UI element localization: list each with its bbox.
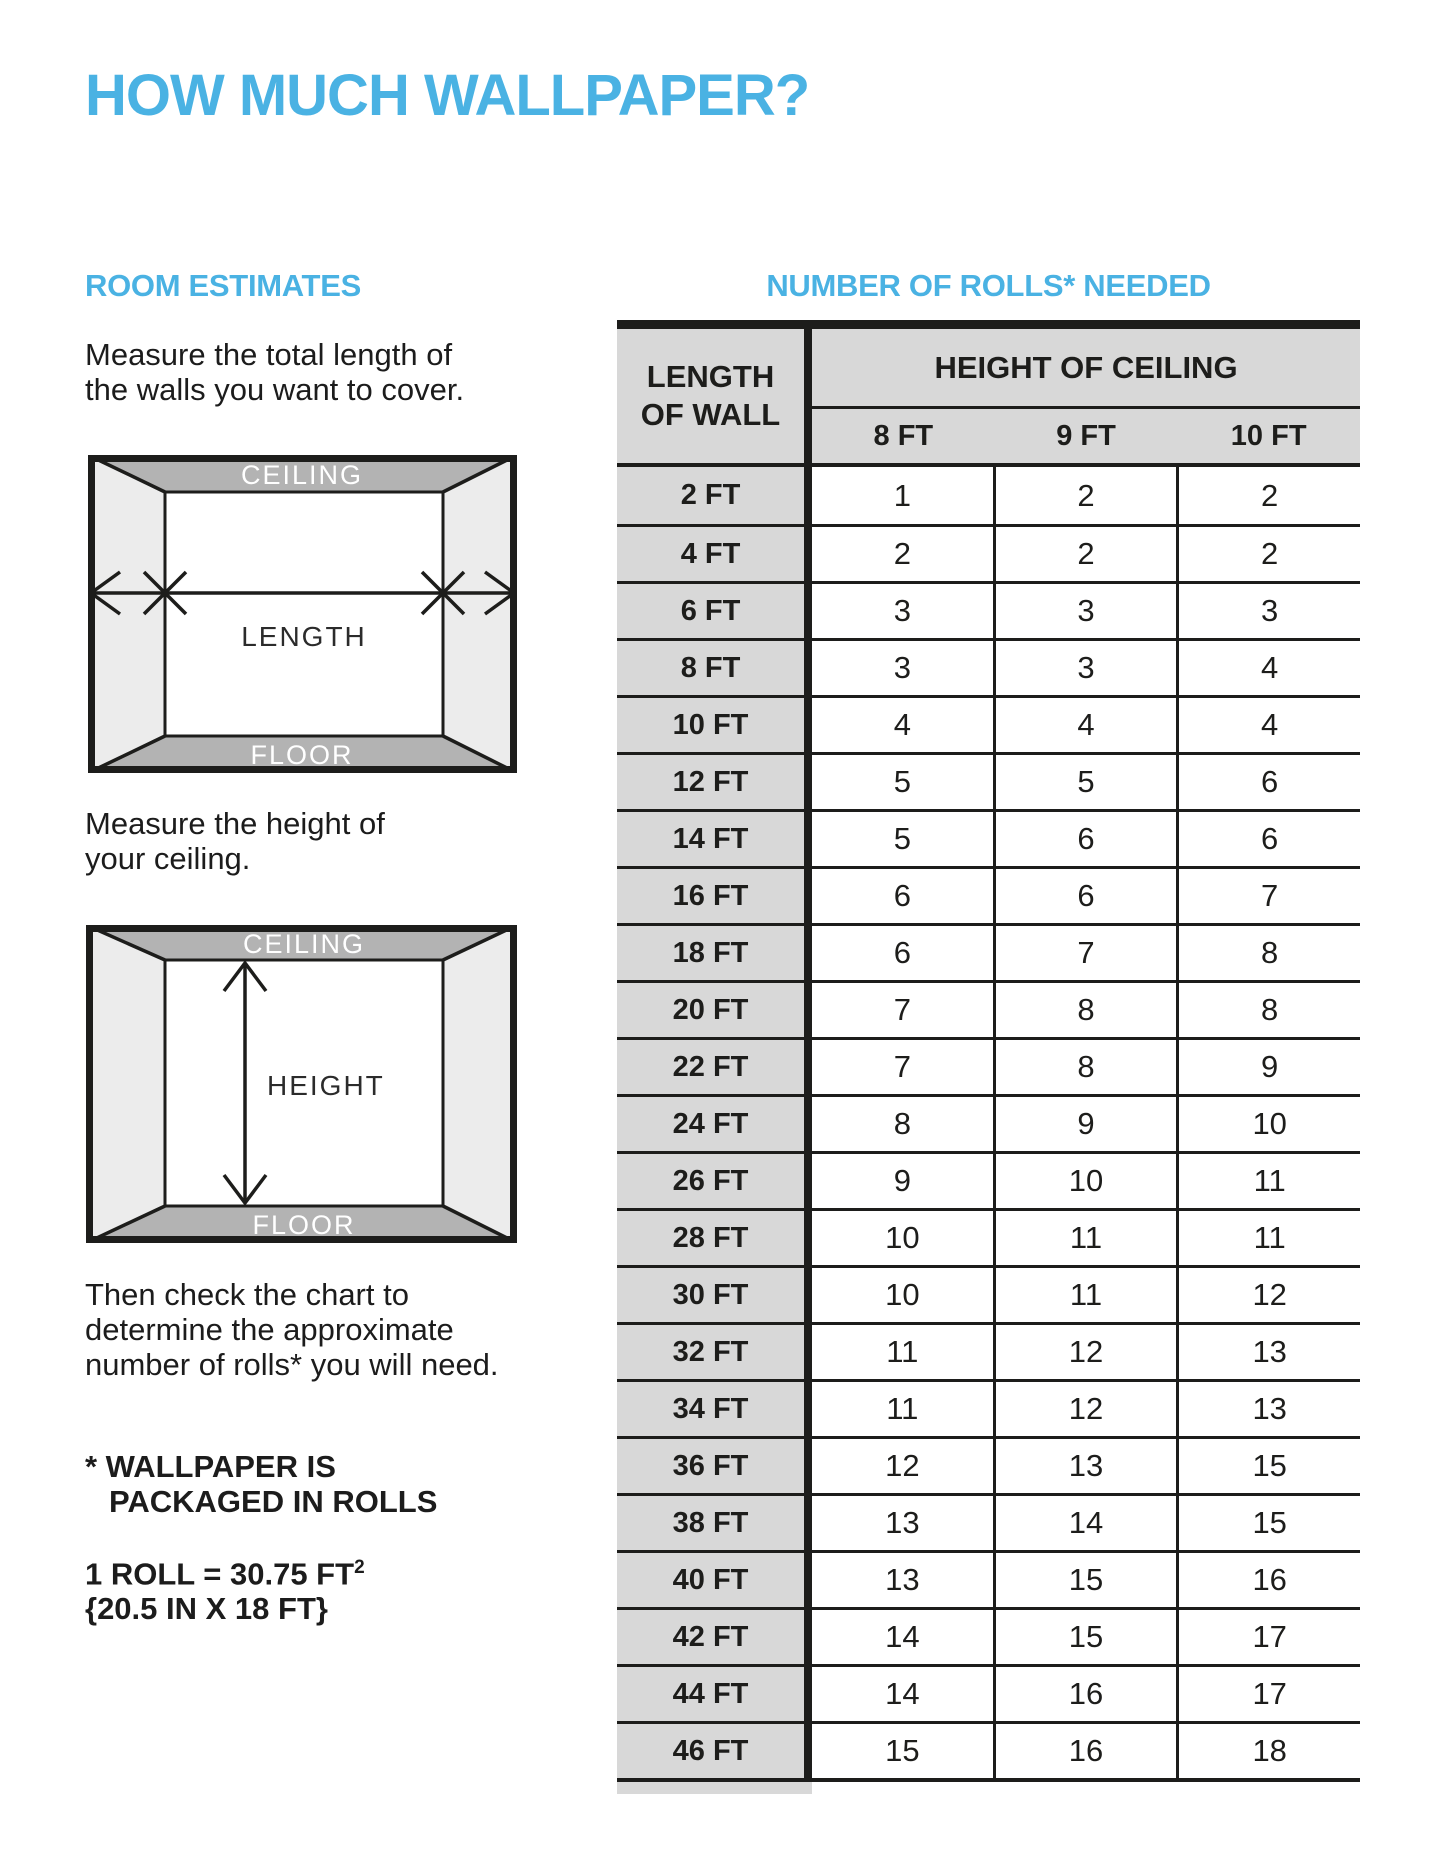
rolls-needed-value: 12 — [1179, 1268, 1360, 1322]
corner-line1: LENGTH — [646, 359, 775, 394]
rolls-needed-value: 6 — [812, 926, 993, 980]
rolls-needed-value: 5 — [812, 812, 993, 866]
wall-length-label: 34 FT — [617, 1382, 804, 1436]
rolls-needed-value: 2 — [996, 467, 1177, 524]
column-divider — [804, 1610, 812, 1664]
column-divider — [804, 329, 812, 463]
right-wall-face — [443, 925, 517, 1243]
wall-length-label: 22 FT — [617, 1040, 804, 1094]
column-divider — [804, 1382, 812, 1436]
rolls-needed-value: 1 — [812, 467, 993, 524]
rolls-needed-value: 11 — [812, 1325, 993, 1379]
rolls-needed-value: 15 — [812, 1724, 993, 1778]
rolls-needed-value: 7 — [996, 926, 1177, 980]
rolls-needed-value: 9 — [1179, 1040, 1360, 1094]
room-length-diagram — [88, 455, 517, 773]
room-estimates-heading: ROOM ESTIMATES — [85, 268, 361, 303]
table-row — [617, 809, 1360, 866]
back-wall-face — [165, 492, 443, 736]
wall-length-label: 6 FT — [617, 584, 804, 638]
rolls-needed-value: 5 — [812, 755, 993, 809]
height-of-ceiling-header: HEIGHT OF CEILING — [934, 349, 1238, 385]
column-divider — [804, 1439, 812, 1493]
height-label: HEIGHT — [267, 1070, 385, 1101]
table-row — [617, 1037, 1360, 1094]
rolls-needed-value: 10 — [812, 1268, 993, 1322]
wall-length-label: 40 FT — [617, 1553, 804, 1607]
rolls-needed-value: 3 — [996, 584, 1177, 638]
note-line1: * WALLPAPER IS — [85, 1449, 336, 1484]
rolls-needed-value: 6 — [1179, 755, 1360, 809]
length-label: LENGTH — [241, 621, 367, 652]
table-row — [617, 923, 1360, 980]
room-height-diagram — [86, 925, 517, 1243]
length-of-wall-header — [617, 329, 804, 463]
rolls-needed-value: 11 — [996, 1211, 1177, 1265]
wall-length-label: 16 FT — [617, 869, 804, 923]
column-divider — [804, 1496, 812, 1550]
rolls-needed-value: 9 — [996, 1097, 1177, 1151]
rolls-needed-heading: NUMBER OF ROLLS* NEEDED — [766, 268, 1211, 303]
rolls-needed-value: 18 — [1179, 1724, 1360, 1778]
left-wall-face — [88, 455, 165, 773]
wall-length-label: 28 FT — [617, 1211, 804, 1265]
column-divider — [804, 1154, 812, 1208]
floor-label: FLOOR — [250, 740, 354, 770]
table-row — [617, 866, 1360, 923]
rolls-needed-value: 8 — [812, 1097, 993, 1151]
table-row — [617, 695, 1360, 752]
rolls-needed-value: 17 — [1179, 1610, 1360, 1664]
wall-length-label: 36 FT — [617, 1439, 804, 1493]
ceiling-label: CEILING — [242, 929, 366, 959]
table-row — [617, 1664, 1360, 1721]
table-row — [617, 1436, 1360, 1493]
column-divider — [804, 467, 812, 524]
rolls-needed-value: 7 — [812, 1040, 993, 1094]
ceiling-header-group — [812, 329, 1360, 463]
rolls-needed-value: 6 — [996, 869, 1177, 923]
table-row — [617, 1265, 1360, 1322]
squared-superscript: 2 — [354, 1557, 365, 1578]
rolls-needed-value: 11 — [1179, 1154, 1360, 1208]
rolls-needed-value: 3 — [812, 641, 993, 695]
rolls-needed-value: 3 — [996, 641, 1177, 695]
rolls-needed-value: 10 — [812, 1211, 993, 1265]
step1-text — [85, 337, 464, 407]
rolls-needed-value: 15 — [1179, 1496, 1360, 1550]
table-top-bar — [617, 320, 1360, 329]
column-divider — [804, 641, 812, 695]
label-column-stub — [617, 1782, 812, 1794]
wall-length-label: 44 FT — [617, 1667, 804, 1721]
rolls-needed-value: 7 — [812, 983, 993, 1037]
rolls-needed-value: 16 — [1179, 1553, 1360, 1607]
page-title: HOW MUCH WALLPAPER? — [85, 63, 810, 128]
rolls-packaging-note — [85, 1449, 437, 1519]
wall-length-label: 30 FT — [617, 1268, 804, 1322]
rolls-needed-value: 6 — [812, 869, 993, 923]
step2-line1: Measure the height of — [85, 806, 385, 841]
column-divider — [804, 1040, 812, 1094]
col-header-9ft: 9 FT — [1056, 419, 1116, 452]
table-row — [617, 1493, 1360, 1550]
rolls-needed-value: 6 — [1179, 812, 1360, 866]
rolls-needed-value: 8 — [996, 1040, 1177, 1094]
step2-text — [85, 806, 385, 876]
left-wall-face — [86, 925, 165, 1243]
rolls-needed-value: 2 — [1179, 527, 1360, 581]
rolls-table — [617, 320, 1360, 1794]
step2-line2: your ceiling. — [85, 841, 251, 876]
table-row — [617, 1721, 1360, 1778]
rolls-needed-value: 16 — [996, 1724, 1177, 1778]
rolls-needed-value: 8 — [1179, 983, 1360, 1037]
rolls-needed-value: 13 — [812, 1553, 993, 1607]
wall-length-label: 46 FT — [617, 1724, 804, 1778]
rolls-needed-value: 9 — [812, 1154, 993, 1208]
rolls-needed-value: 7 — [1179, 869, 1360, 923]
rolls-needed-value: 4 — [1179, 698, 1360, 752]
rolls-needed-value: 13 — [1179, 1325, 1360, 1379]
wall-length-label: 12 FT — [617, 755, 804, 809]
rolls-needed-value: 6 — [996, 812, 1177, 866]
table-row — [617, 1379, 1360, 1436]
wall-length-label: 42 FT — [617, 1610, 804, 1664]
table-row — [617, 1607, 1360, 1664]
step3-line2: determine the approximate — [85, 1312, 454, 1347]
step3-line3: number of rolls* you will need. — [85, 1347, 499, 1382]
step3-line1: Then check the chart to — [85, 1277, 409, 1312]
roll-size-info — [85, 1550, 365, 1626]
rolls-needed-value: 8 — [1179, 926, 1360, 980]
rolls-needed-value: 15 — [996, 1610, 1177, 1664]
rolls-needed-value: 3 — [812, 584, 993, 638]
wall-length-label: 4 FT — [617, 527, 804, 581]
rolls-needed-value: 10 — [1179, 1097, 1360, 1151]
rolls-needed-value: 8 — [996, 983, 1177, 1037]
rolls-needed-value: 10 — [996, 1154, 1177, 1208]
column-divider — [804, 869, 812, 923]
column-divider — [804, 755, 812, 809]
table-row — [617, 752, 1360, 809]
rolls-needed-value: 2 — [1179, 467, 1360, 524]
roll-size-line1: 1 ROLL = 30.75 $FT^2$ — [85, 1556, 365, 1592]
wall-length-label: 2 FT — [617, 467, 804, 524]
rolls-needed-value: 5 — [996, 755, 1177, 809]
table-row — [617, 980, 1360, 1037]
column-divider — [804, 1097, 812, 1151]
table-row — [617, 524, 1360, 581]
wall-length-label: 32 FT — [617, 1325, 804, 1379]
table-row — [617, 467, 1360, 524]
column-divider — [804, 926, 812, 980]
rolls-table-rows — [617, 467, 1360, 1778]
table-header — [617, 329, 1360, 467]
rolls-needed-value: 17 — [1179, 1667, 1360, 1721]
wall-length-label: 24 FT — [617, 1097, 804, 1151]
table-row — [617, 638, 1360, 695]
rolls-needed-value: 4 — [812, 698, 993, 752]
column-divider — [804, 812, 812, 866]
column-divider — [804, 584, 812, 638]
corner-line2: OF WALL — [640, 397, 781, 432]
wall-length-label: 14 FT — [617, 812, 804, 866]
table-row — [617, 1208, 1360, 1265]
column-divider — [804, 698, 812, 752]
rolls-needed-value: 15 — [996, 1553, 1177, 1607]
rolls-needed-value: 11 — [996, 1268, 1177, 1322]
column-divider — [804, 1211, 812, 1265]
column-divider — [804, 1268, 812, 1322]
column-divider — [804, 1553, 812, 1607]
column-divider — [804, 1667, 812, 1721]
column-divider — [804, 1724, 812, 1778]
note-line2: PACKAGED IN ROLLS — [109, 1484, 438, 1519]
floor-label: FLOOR — [252, 1210, 356, 1240]
table-row — [617, 1151, 1360, 1208]
rolls-needed-value: 12 — [812, 1439, 993, 1493]
table-row — [617, 1094, 1360, 1151]
rolls-needed-value: 2 — [996, 527, 1177, 581]
rolls-needed-value: 12 — [996, 1325, 1177, 1379]
rolls-needed-value: 11 — [1179, 1211, 1360, 1265]
step3-text — [85, 1277, 499, 1382]
wall-length-label: 10 FT — [617, 698, 804, 752]
col-header-8ft: 8 FT — [873, 419, 934, 452]
rolls-needed-value: 4 — [996, 698, 1177, 752]
rolls-needed-value: 3 — [1179, 584, 1360, 638]
column-divider — [804, 983, 812, 1037]
column-divider — [804, 527, 812, 581]
table-row — [617, 1550, 1360, 1607]
roll-size-line2: {20.5 IN X 18 FT} — [85, 1591, 328, 1627]
rolls-needed-value: 15 — [1179, 1439, 1360, 1493]
rolls-needed-value: 13 — [812, 1496, 993, 1550]
ceiling-subheader-row — [812, 409, 1360, 463]
column-divider — [804, 1325, 812, 1379]
table-row — [617, 1322, 1360, 1379]
rolls-needed-value: 16 — [996, 1667, 1177, 1721]
wall-length-label: 38 FT — [617, 1496, 804, 1550]
rolls-needed-value: 11 — [812, 1382, 993, 1436]
wall-length-label: 18 FT — [617, 926, 804, 980]
wall-length-label: 8 FT — [617, 641, 804, 695]
rolls-needed-value: 4 — [1179, 641, 1360, 695]
rolls-needed-value: 13 — [996, 1439, 1177, 1493]
step1-line2: the walls you want to cover. — [85, 372, 465, 407]
rolls-needed-value: 14 — [812, 1610, 993, 1664]
ceiling-label: CEILING — [240, 460, 364, 490]
table-row — [617, 581, 1360, 638]
rolls-needed-value: 13 — [1179, 1382, 1360, 1436]
rolls-needed-value: 14 — [812, 1667, 993, 1721]
rolls-needed-value: 2 — [812, 527, 993, 581]
wall-length-label: 20 FT — [617, 983, 804, 1037]
rolls-needed-value: 14 — [996, 1496, 1177, 1550]
wall-length-label: 26 FT — [617, 1154, 804, 1208]
right-wall-face — [443, 455, 517, 773]
col-header-10ft: 10 FT — [1230, 419, 1307, 452]
rolls-needed-value: 12 — [996, 1382, 1177, 1436]
step1-line1: Measure the total length of — [85, 337, 453, 372]
